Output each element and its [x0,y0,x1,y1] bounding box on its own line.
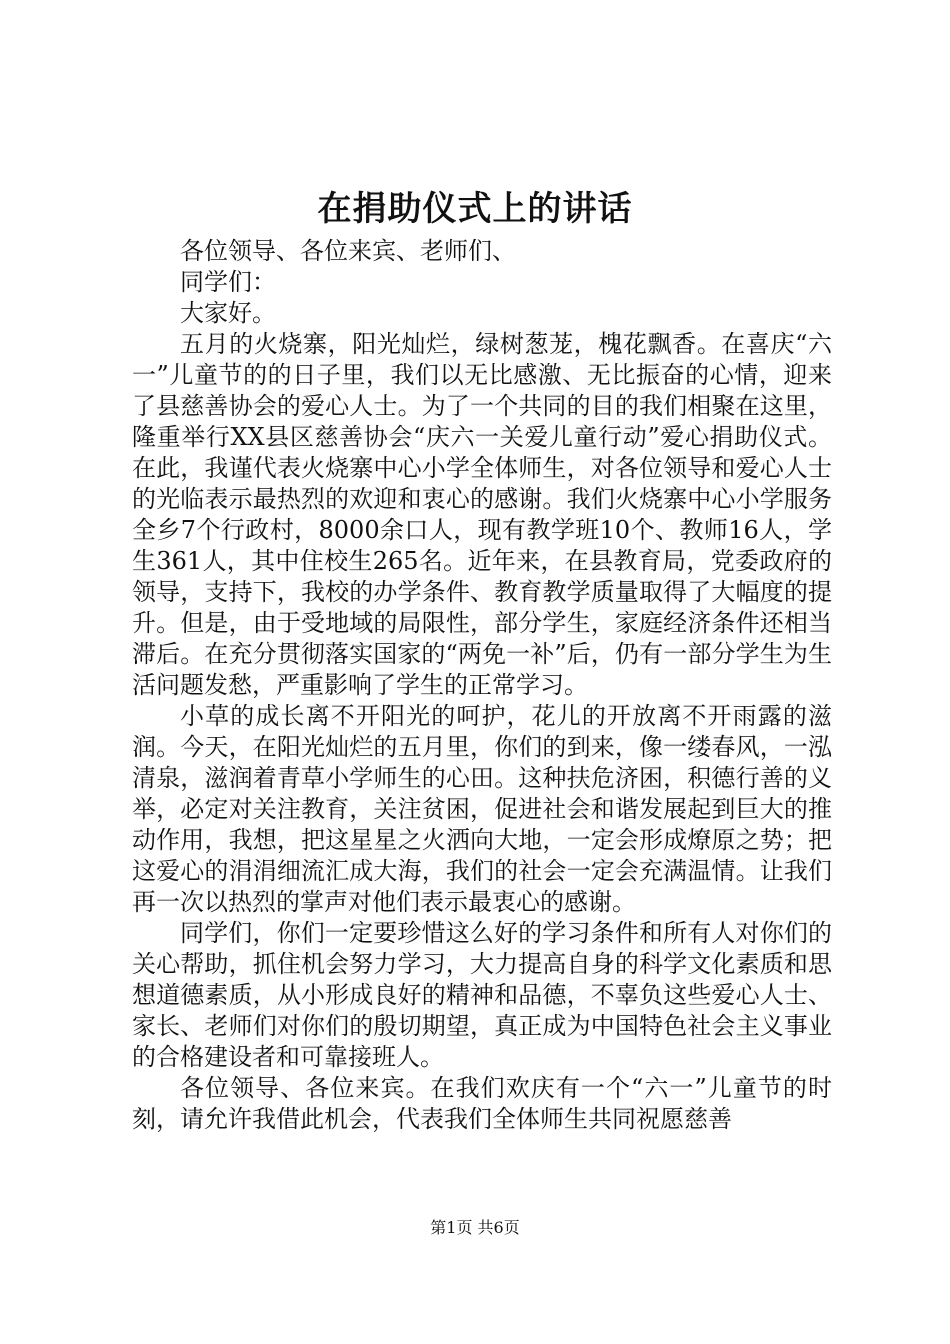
page-title: 在捐助仪式上的讲话 [317,189,633,229]
greeting-line: 大家好。 [180,299,276,327]
paragraph-3: 同学们，你们一定要珍惜这么好的学习条件和所有人对你们的关心帮助，抓住机会努力学习，大力提高自身的科学文化素质和思想道德素质，从小形成良好的精神和品德，不辜负这些爱心人士、家长、老师们对你们的殷切期望，真正成为中国特色社会主义事业的合格建设者和可靠接班人。 [132,919,832,1071]
document-body [132,236,832,1135]
paragraph-4: 各位领导、各位来宾。在我们欢庆有一个“六一”儿童节的时刻，请允许我借此机会，代表我们全体师生共同祝愿慈善 [132,1074,832,1133]
page-number-footer: 第1页 共6页 [430,1218,520,1237]
paragraph-1: 五月的火烧寨，阳光灿烂，绿树葱茏，槐花飘香。在喜庆“六一”儿童节的的日子里，我们以无比感激、无比振奋的心情，迎来了县慈善协会的爱心人士。为了一个共同的目的我们相聚在这里，隆重举行XX县区慈善协会“庆六一关爱儿童行动”爱心捐助仪式。在此，我谨代表火烧寨中心小学全体师生，对各位领导和爱心人士的光临表示最热烈的欢迎和衷心的感谢。我们火烧寨中心小学服务全乡7个行政村，8000余口人，现有教学班10个、教师16人，学生361人，其中住校生265名。近年来，在县教育局，党委政府的领导，支持下，我校的办学条件、教育教学质量取得了大幅度的提升。但是，由于受地域的局限性，部分学生，家庭经济条件还相当滞后。在充分贯彻落实国家的“两免一补”后，仍有一部分学生为生活问题发愁，严重影响了学生的正常学习。 [132,330,832,699]
salutation-line-1: 各位领导、各位来宾、老师们、 [180,237,516,265]
paragraph-2: 小草的成长离不开阳光的呵护，花儿的开放离不开雨露的滋润。今天，在阳光灿烂的五月里，你们的到来，像一缕春风，一泓清泉，滋润着青草小学师生的心田。这种扶危济困，积德行善的义举，必定对关注教育，关注贫困，促进社会和谐发展起到巨大的推动作用，我想，把这星星之火洒向大地，一定会形成燎原之势；把这爱心的涓涓细流汇成大海，我们的社会一定会充满温情。让我们再一次以热烈的掌声对他们表示最衷心的感谢。 [132,702,832,916]
salutation-line-2: 同学们： [180,268,276,296]
